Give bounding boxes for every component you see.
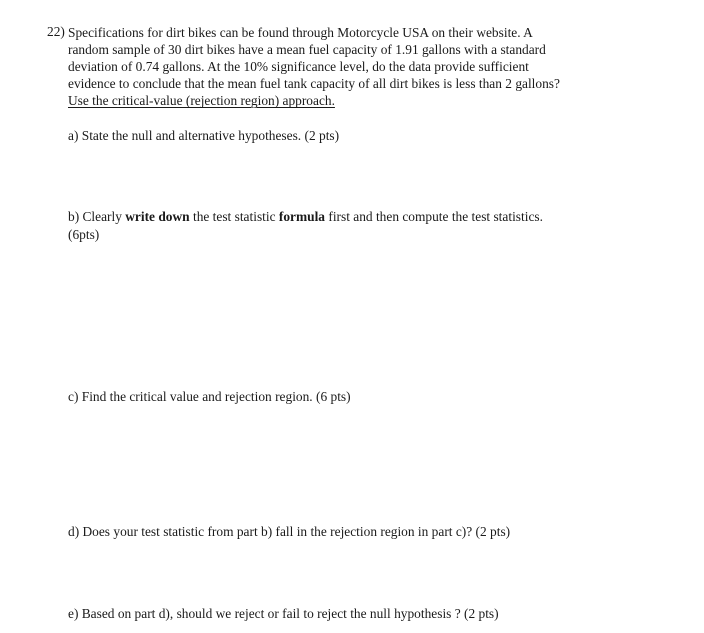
part-b-prefix: b) Clearly: [68, 209, 126, 224]
part-b: [68, 208, 543, 244]
question-line-3: deviation of 0.74 gallons. At the 10% significance level, do the data provide sufficient: [68, 59, 529, 75]
question-line-2: random sample of 30 dirt bikes have a mean fuel capacity of 1.91 gallons with a standard: [68, 42, 546, 58]
part-d: d) Does your test statistic from part b) fall in the rejection region in part c)? (2 pts): [68, 524, 511, 539]
part-e: e) Based on part d), should we reject or fail to reject the null hypothesis ? (2 pts): [68, 606, 499, 621]
part-b-points: (6pts): [68, 227, 100, 242]
part-c: c) Find the critical value and rejection region. (6 pts): [68, 389, 351, 404]
part-b-line-1: [68, 208, 543, 226]
part-a: a) State the null and alternative hypotheses. (2 pts): [68, 128, 340, 143]
part-b-suffix: first and then compute the test statistics.: [325, 209, 543, 224]
part-b-bold-write-down: write down: [125, 209, 190, 224]
question-line-1: Specifications for dirt bikes can be found through Motorcycle USA on their website. A: [68, 25, 533, 40]
question-number: 22): [47, 24, 65, 39]
part-b-bold-formula: formula: [278, 209, 326, 224]
question-line-4: evidence to conclude that the mean fuel tank capacity of all dirt bikes is less than 2 gallons?: [68, 76, 560, 92]
question-instruction: Use the critical-value (rejection region) approach.: [68, 93, 335, 109]
question-text: [68, 24, 683, 109]
part-b-mid: the test statistic: [189, 209, 279, 224]
